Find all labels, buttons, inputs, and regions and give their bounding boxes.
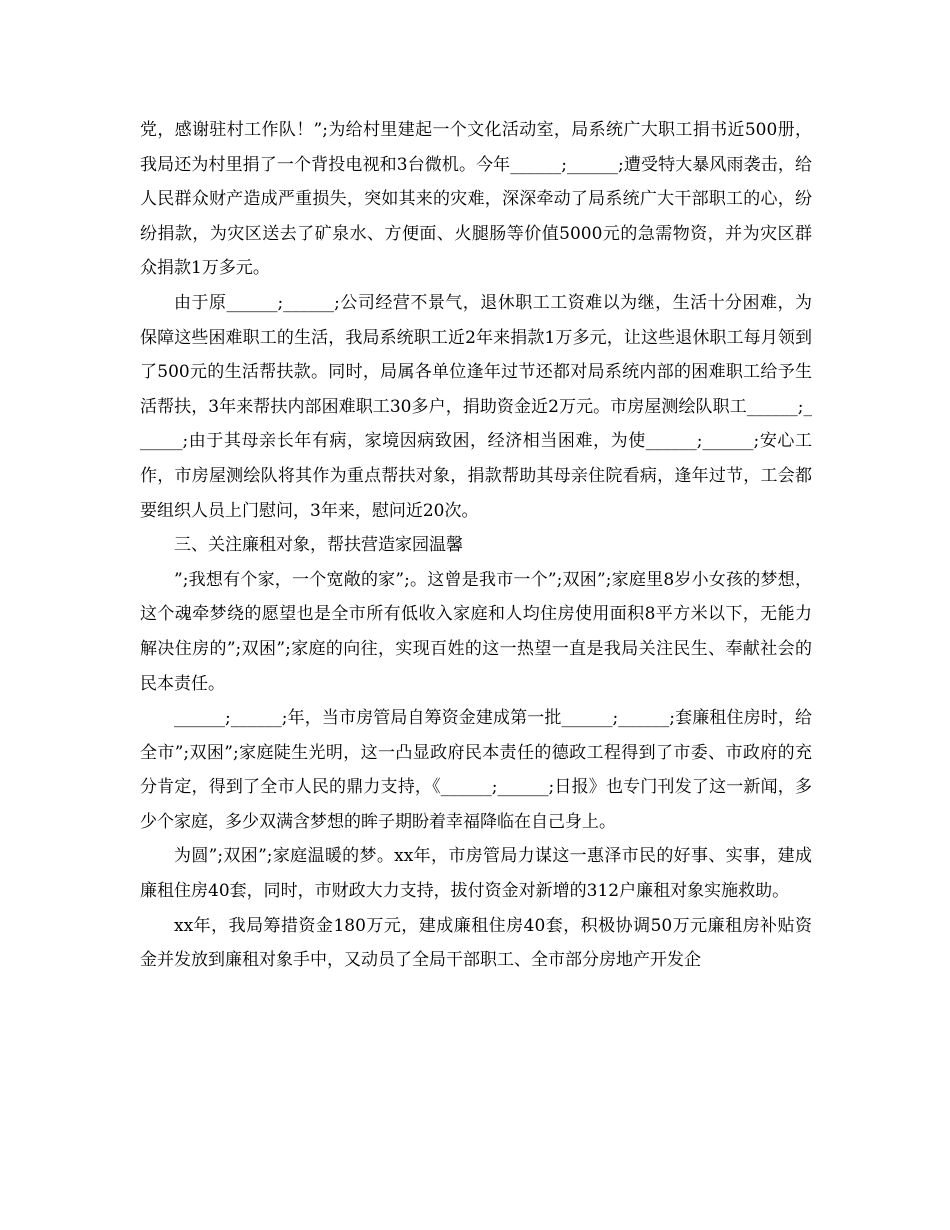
paragraph-4: ______;______;年，当市房管局自筹资金建成第一批______;______;套廉租住房时，给全市”;双困”;家庭陡生光明，这一凸显政府民本责任的德政工程得到了市委、市政府的充分肯定，得到了全市人民的鼎力支持，《______;______;日报》也专门刊发了这一新闻，多少个家庭，多少双满含梦想的眸子期盼着幸福降临在自己身上。 xyxy=(140,708,812,832)
paragraph-3: ”;我想有个家，一个宽敞的家”;。这曾是我市一个”;双困”;家庭里8岁小女孩的梦想，这个魂牵梦绕的愿望也是全市所有低收入家庭和人均住房使用面积8平方米以下，无能力解决住房的”;双困”;家庭的向往，实现百姓的这一热望一直是我局关注民生、奉献社会的民本责任。 xyxy=(140,569,812,694)
paragraph-1: 党，感谢驻村工作队！”;为给村里建起一个文化活动室，局系统广大职工捐书近500册，我局还为村里捐了一个背投电视和3台微机。今年______;______;遭受特大暴风雨袭击，给人民群众财产造成严重损失，突如其来的灾难，深深牵动了局系统广大干部职工的心，纷纷捐款，为灾区送去了矿泉水、方便面、火腿肠等价值5000元的急需物资，并为灾区群众捐款1万多元。 xyxy=(140,120,812,279)
section-heading: 三、关注廉租对象，帮扶营造家园温馨 xyxy=(174,535,463,556)
document-body xyxy=(140,113,812,978)
paragraph-5: 为圆”;双困”;家庭温暖的梦。xx年，市房管局力谋这一惠泽市民的好事、实事，建成廉租住房40套，同时，市财政大力支持，拔付资金对新增的312户廉租对象实施救助。 xyxy=(140,846,812,902)
paragraph-2: 由于原______;______;公司经营不景气，退休职工工资难以为继，生活十分困难，为保障这些困难职工的生活，我局系统职工近2年来捐款1万多元，让这些退休职工每月领到了500元的生活帮扶款。同时，局属各单位逢年过节还都对局系统内部的困难职工给予生活帮扶，3年来帮扶内部困难职工30多户，捐助资金近2万元。市房屋测绘队职工______;______;由于其母亲长年有病，家境因病致困，经济相当困难，为使______;______;安心工作，市房屋测绘队将其作为重点帮扶对象，捐款帮助其母亲住院看病，逢年过节，工会都要组织人员上门慰问，3年来，慰问近20次。 xyxy=(140,292,812,521)
paragraph-6: xx年，我局筹措资金180万元，建成廉租住房40套，积极协调50万元廉租房补贴资金并发放到廉租对象手中，又动员了全局干部职工、全市部分房地产开发企 xyxy=(140,915,812,971)
